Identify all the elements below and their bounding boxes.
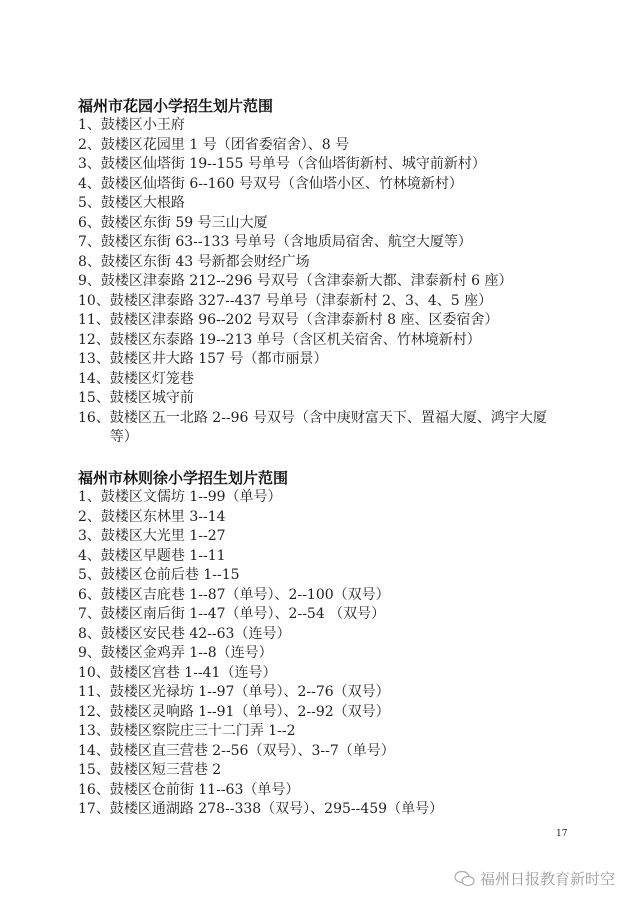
item-text: 鼓楼区宫巷 1--41（连号） — [109, 664, 277, 681]
item-text: 鼓楼区大光里 1--27 — [100, 528, 226, 544]
item-text: 鼓楼区吉庇巷 1--87（单号）、2--100（双号） — [100, 586, 390, 603]
item-text: 鼓楼区灵响路 1--91（单号）、2--92（双号） — [109, 703, 390, 720]
list-item — [78, 781, 568, 801]
item-number: 10、 — [78, 664, 110, 681]
list-item — [78, 155, 568, 175]
item-text: 鼓楼区津泰路 212--296 号双号（含津泰新大都、津泰新村 6 座） — [100, 273, 513, 289]
list-item — [78, 370, 568, 390]
item-list — [78, 488, 568, 820]
list-item — [78, 409, 568, 448]
list-item — [78, 214, 568, 234]
item-text: 鼓楼区东街 63--133 号单号（含地质局宿舍、航空大厦等） — [100, 234, 472, 250]
item-number: 11、 — [78, 312, 110, 328]
list-item — [78, 116, 568, 136]
item-text: 鼓楼区仙塔街 19--155 号单号（含仙塔街新村、城守前新村） — [100, 156, 486, 172]
item-text: 鼓楼区通湖路 278--338（双号）、295--459（单号） — [109, 801, 444, 817]
item-text: 鼓楼区东林里 3--14 — [100, 508, 226, 525]
item-number: 7、 — [78, 234, 101, 250]
item-number: 14、 — [78, 742, 110, 759]
item-text: 鼓楼区仓前街 11--63（单号） — [109, 781, 300, 798]
list-item — [78, 272, 568, 292]
item-number: 17、 — [78, 801, 110, 817]
section-huayuan — [78, 96, 568, 448]
item-number: 2、 — [78, 508, 101, 525]
item-number: 1、 — [78, 117, 101, 133]
list-item — [78, 586, 568, 606]
item-number: 8、 — [78, 253, 101, 270]
item-number: 6、 — [78, 214, 101, 231]
item-text: 鼓楼区五一北路 2--96 号双号（含中庚财富天下、置福大厦、鸿宇大厦等） — [109, 409, 547, 445]
item-number: 3、 — [78, 528, 101, 544]
item-list — [78, 116, 568, 448]
item-text: 鼓楼区东街 59 号三山大厦 — [100, 214, 268, 231]
item-number: 16、 — [78, 409, 110, 426]
list-item — [78, 508, 568, 528]
item-text: 鼓楼区直三营巷 2--56（双号）、3--7（单号） — [109, 742, 395, 759]
item-text: 鼓楼区大根路 — [100, 195, 185, 211]
page-number: 17 — [556, 829, 568, 839]
section-linzexu — [78, 468, 568, 820]
section-title: 福州市花园小学招生划片范围 — [78, 97, 274, 115]
item-text: 鼓楼区仓前后巷 1--15 — [100, 567, 240, 583]
list-item — [78, 722, 568, 742]
list-item — [78, 742, 568, 762]
item-text: 鼓楼区津泰路 327--437 号单号（津泰新村 2、3、4、5 座） — [109, 292, 493, 309]
item-text: 鼓楼区安民巷 42--63（连号） — [100, 625, 291, 642]
list-item — [78, 703, 568, 723]
wechat-icon — [454, 870, 476, 888]
item-text: 鼓楼区东泰路 19--213 单号（含区机关宿舍、竹林境新村） — [109, 331, 481, 348]
item-text: 鼓楼区东街 43 号新都会财经广场 — [100, 253, 310, 270]
item-number: 7、 — [78, 606, 101, 622]
item-number: 15、 — [78, 390, 110, 406]
item-number: 2、 — [78, 136, 101, 153]
item-text: 鼓楼区光禄坊 1--97（单号）、2--76（双号） — [109, 684, 390, 700]
item-number: 4、 — [78, 175, 101, 192]
item-number: 14、 — [78, 370, 110, 387]
item-number: 6、 — [78, 586, 101, 603]
list-item — [78, 625, 568, 645]
list-item — [78, 605, 568, 625]
item-text: 鼓楼区金鸡弄 1--8（连号） — [100, 645, 273, 661]
item-text: 鼓楼区察院庄三十二门弄 1--2 — [109, 723, 296, 739]
item-number: 13、 — [78, 723, 110, 739]
item-text: 鼓楼区城守前 — [109, 390, 194, 406]
list-item — [78, 644, 568, 664]
list-item — [78, 175, 568, 195]
item-number: 11、 — [78, 684, 110, 700]
item-text: 鼓楼区小王府 — [100, 117, 185, 133]
list-item — [78, 664, 568, 684]
list-item — [78, 389, 568, 409]
item-number: 8、 — [78, 625, 101, 642]
list-item — [78, 194, 568, 214]
item-number: 13、 — [78, 351, 110, 367]
item-number: 5、 — [78, 567, 101, 583]
list-item — [78, 761, 568, 781]
list-item — [78, 683, 568, 703]
item-text: 鼓楼区津泰路 96--202 号双号（含津泰新村 8 座、区委宿舍） — [109, 312, 499, 328]
item-text: 鼓楼区早题巷 1--11 — [100, 547, 226, 564]
item-number: 12、 — [78, 331, 110, 348]
list-item — [78, 331, 568, 351]
list-item — [78, 800, 568, 820]
list-item — [78, 527, 568, 547]
item-number: 4、 — [78, 547, 101, 564]
list-item — [78, 233, 568, 253]
item-number: 9、 — [78, 645, 101, 661]
item-text: 鼓楼区南后街 1--47（单号）、2--54 （双号） — [100, 606, 386, 622]
item-text: 鼓楼区灯笼巷 — [109, 370, 194, 387]
item-text: 鼓楼区短三营巷 2 — [109, 762, 222, 778]
item-number: 3、 — [78, 156, 101, 172]
list-item — [78, 136, 568, 156]
list-item — [78, 350, 568, 370]
item-number: 15、 — [78, 762, 110, 778]
item-text: 鼓楼区文儒坊 1--99（单号） — [100, 489, 282, 505]
section-title: 福州市林则徐小学招生划片范围 — [78, 469, 289, 487]
list-item — [78, 547, 568, 567]
item-text: 鼓楼区花园里 1 号（团省委宿舍）、8 号 — [100, 136, 350, 153]
item-text: 鼓楼区仙塔街 6--160 号双号（含仙塔小区、竹林境新村） — [100, 175, 463, 192]
item-number: 10、 — [78, 292, 110, 309]
item-number: 12、 — [78, 703, 110, 720]
item-number: 9、 — [78, 273, 101, 289]
item-number: 1、 — [78, 489, 101, 505]
watermark — [454, 868, 615, 889]
watermark-text: 福州日报教育新时空 — [480, 870, 616, 888]
item-number: 5、 — [78, 195, 101, 211]
list-item — [78, 488, 568, 508]
item-text: 鼓楼区井大路 157 号（都市丽景） — [109, 351, 328, 367]
list-item — [78, 292, 568, 312]
list-item — [78, 253, 568, 273]
list-item — [78, 311, 568, 331]
list-item — [78, 566, 568, 586]
item-number: 16、 — [78, 781, 110, 798]
